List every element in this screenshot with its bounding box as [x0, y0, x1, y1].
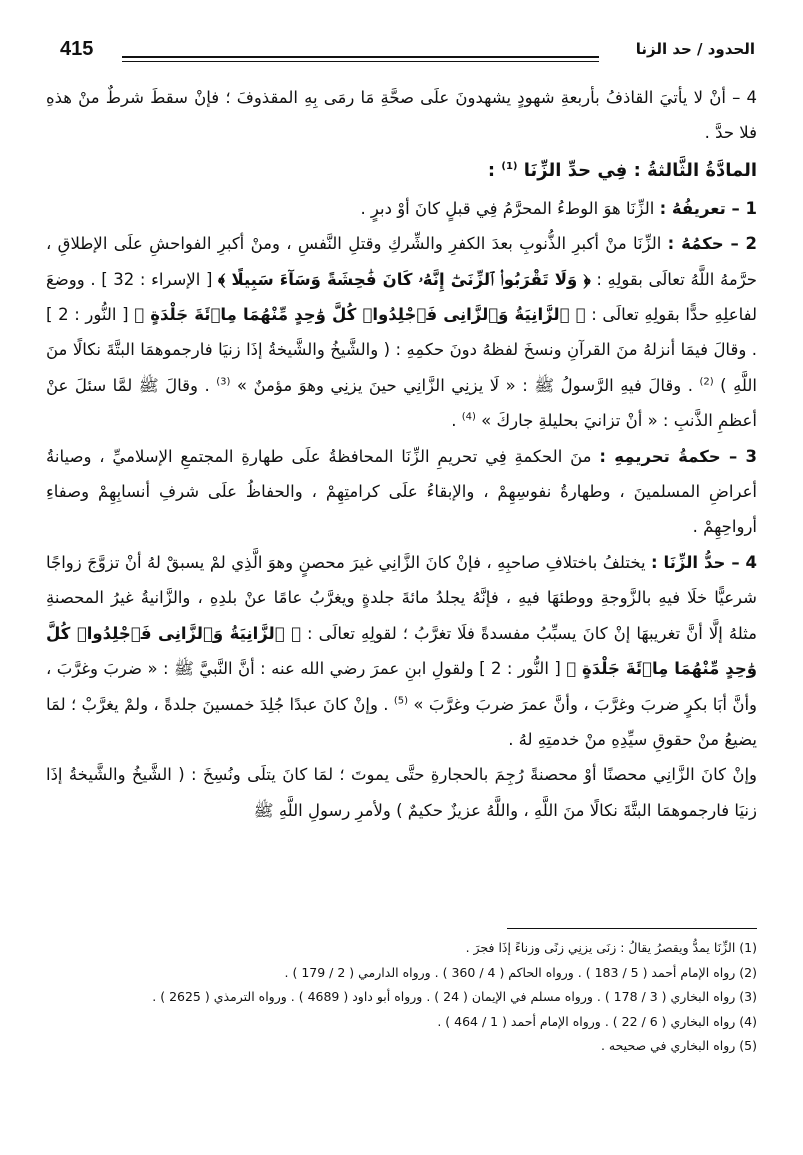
wisdom-text: منَ الحكمةِ فِي تحريمِ الزِّنَا المحافظةُ علَى طهارةِ المجتمعِ الإسلاميِّ ، وصيانةُ أعراضِ المسلمينَ ، وطهارةُ نفوسِهِمْ ، والإبقاءُ علَى كرامتِهِمْ ، والحفاظُ علَى شرفِ أنسابِهِمْ وصفاءِ أرواحِهِمْ . [46, 446, 757, 537]
quran-ref-isra: [ الإسراء : 32 ] [101, 269, 213, 289]
punishment-text-b: ولقولِ ابنِ عمرَ رضي الله عنه : أنَّ النَّبيَّ ﷺ : « ضربَ وغرَّبَ ، وأنَّ أبَا بكرٍ ضربَ وغرَّبَ ، وأنَّ عمرَ ضربَ وغرَّبَ » [46, 659, 757, 714]
main-text [46, 80, 757, 828]
punishment-lead: 4 – حدُّ الزِّنَا : [651, 552, 757, 572]
section-title: المادَّةُ الثَّالثةُ : فِي حدِّ الزِّنَا [523, 159, 757, 181]
header-rule-thin [122, 61, 599, 62]
quran-ref-nur-2: [ النُّور : 2 ] [479, 659, 561, 679]
running-title: الحدود / حد الزنا [635, 40, 755, 58]
ruling-text-a: الزِّنَا منْ أكبرِ الذُّنوبِ بعدَ الكفرِ والشِّركِ وقتلِ النَّفسِ ، ومنْ أكبرِ الفواحشِ علَى الإطلاقِ ، حرَّمهُ اللَّهُ تعالَى بقولِهِ : [46, 234, 757, 289]
punishment-text-c: . وإنْ كانَ عبدًا جُلِدَ خمسينَ جلدةً ، ولمْ يغرَّبْ ؛ لمَا يضيعُ منْ حقوقِ سيِّدِهِ منْ خدمتِهِ لهُ . [46, 694, 757, 749]
definition-lead: 1 – تعريفُهُ : [659, 198, 757, 218]
ruling-text-f: . [451, 411, 457, 431]
paragraph-previous-item-4: 4 – أنْ لا يأتيَ القاذفُ بأربعةِ شهودٍ يشهدونَ علَى صحَّةِ مَا رمَى بِهِ المقذوفَ ؛ فإنْ سقطَ شرطٌ منْ هذهِ فلا حدَّ . [46, 88, 757, 143]
footnote-separator [507, 928, 757, 929]
header-rule-thick [122, 56, 599, 58]
section-heading [46, 151, 757, 191]
footnote-ref-3: (3) [216, 376, 231, 388]
footnote-3: (3) رواه البخاري ( 3 / 178 ) . ورواه مسلم في الإيمان ( 24 ) . ورواه أبو داود ( 4689 ) . ورواه الترمذي ( 2625 ) . [152, 989, 757, 1005]
wisdom-lead: 3 – حكمةُ تحريمِهِ : [599, 446, 758, 466]
quran-verse-isra: ﴿ وَلَا تَقْرَبُوا۟ ٱلزِّنَىٰٓ إِنَّهُۥ كَانَ فَٰحِشَةً وَسَآءَ سَبِيلًا ﴾ [218, 269, 591, 289]
paragraph-wisdom [46, 439, 757, 545]
ruling-lead: 2 – حكمُهُ : [667, 234, 757, 254]
page-header [60, 38, 755, 72]
footnote-ref-2: (2) [699, 376, 714, 388]
paragraph-ruling [46, 226, 757, 438]
quran-ref-nur: [ النُّور : 2 ] [46, 305, 129, 325]
ruling-text-b: . ووضعَ لفاعلِهِ حدًّا بقولِهِ تعالَى : [46, 269, 757, 325]
paragraph-definition [46, 191, 757, 226]
footnote-4: (4) رواه البخاري ( 6 / 22 ) . ورواه الإمام أحمد ( 1 / 464 ) . [437, 1013, 757, 1029]
ruling-text-e: . وقالَ ﷺ لمَّا سئلَ عنْ أعظمِ الذَّنبِ : « أنْ تزانيَ بحليلةِ جاركَ » [46, 375, 757, 431]
quran-verse-nur: ﴿ ٱلزَّانِيَةُ وَٱلزَّانِى فَٱجْلِدُوا۟ كُلَّ وَٰحِدٍ مِّنْهُمَا مِا۟ئَةَ جَلْدَةٍ ﴾ [134, 305, 586, 325]
paragraph-stoning: وإنْ كانَ الزَّانِي محصنًا أوْ محصنةً رُجِمَ بالحجارةِ حتَّى يموتَ ؛ لمَا كانَ يتلَى ونُسِخَ : ( الشَّيخُ والشَّيخةُ إذَا زنيَا فارجموهمَا البتَّةَ نكالًا منَ اللَّهِ ، واللَّهُ عزيزٌ حكيمٌ ) ولأمرِ رسولِ اللَّهِ ﷺ [46, 765, 757, 820]
ruling-text-d: . وقالَ فيهِ الرَّسولُ ﷺ : « لَا يزنِي الزَّانِي حينَ يزنِي وهوَ مؤمنٌ » [236, 375, 693, 395]
footnotes [46, 936, 757, 1059]
paragraph-punishment [46, 545, 757, 757]
footnote-ref-4: (4) [461, 411, 476, 423]
definition-text: الزِّنَا هوَ الوطءُ المحرَّمُ فِي قبلٍ كانَ أوْ دبرٍ . [360, 198, 655, 218]
page-number: 415 [60, 38, 94, 60]
punishment-text-a: يختلفُ باختلافِ صاحبِهِ ، فإنْ كانَ الزَّانِي غيرَ محصنٍ وهوَ الَّذِي لمْ يسبقْ لهُ أنْ تزوَّجَ زواجًا شرعيًّا خلَا فيهِ بالزَّوجةِ ووطئهَا فيهِ ، فإنَّهُ يجلدُ مائةَ جلدةٍ ويغرَّبُ عامًا عنْ بلدِهِ ، والزَّانيةُ غيرُ المحصنةِ مثلهُ إلَّا أنَّ تغريبهَا إنْ كانَ يسبِّبُ مفسدةً فلَا تغرَّبُ ؛ لقولِهِ تعالَى : [46, 552, 758, 643]
footnote-ref-1: (1) [501, 160, 518, 172]
footnote-ref-5: (5) [393, 695, 409, 706]
footnote-2: (2) رواه الإمام أحمد ( 5 / 183 ) . ورواه الحاكم ( 4 / 360 ) . ورواه الدارمي ( 2 / 179 ) . [284, 964, 757, 980]
section-colon: : [487, 159, 496, 181]
footnote-5: (5) رواه البخاري في صحيحه . [600, 1038, 757, 1054]
quran-verse-nur-2: ﴿ ٱلزَّانِيَةُ وَٱلزَّانِى فَٱجْلِدُوا۟ كُلَّ وَٰحِدٍ مِّنْهُمَا مِا۟ئَةَ جَلْدَةٍ ﴾ [46, 623, 757, 679]
ruling-text-c: . وقالَ فيمَا أنزلهُ منَ القرآنِ ونسخَ لفظهُ دونَ حكمِهِ : ( والشَّيخُ والشَّيخةُ إذَا زنيَا فارجموهمَا البتَّةَ نكالًا منَ اللَّهِ ) [46, 340, 757, 395]
footnote-1: (1) الزِّنَا يمدُّ ويقصرُ يقالُ : زنَى يزنِي زنًى وزناءً إذَا فجرَ . [465, 940, 757, 955]
